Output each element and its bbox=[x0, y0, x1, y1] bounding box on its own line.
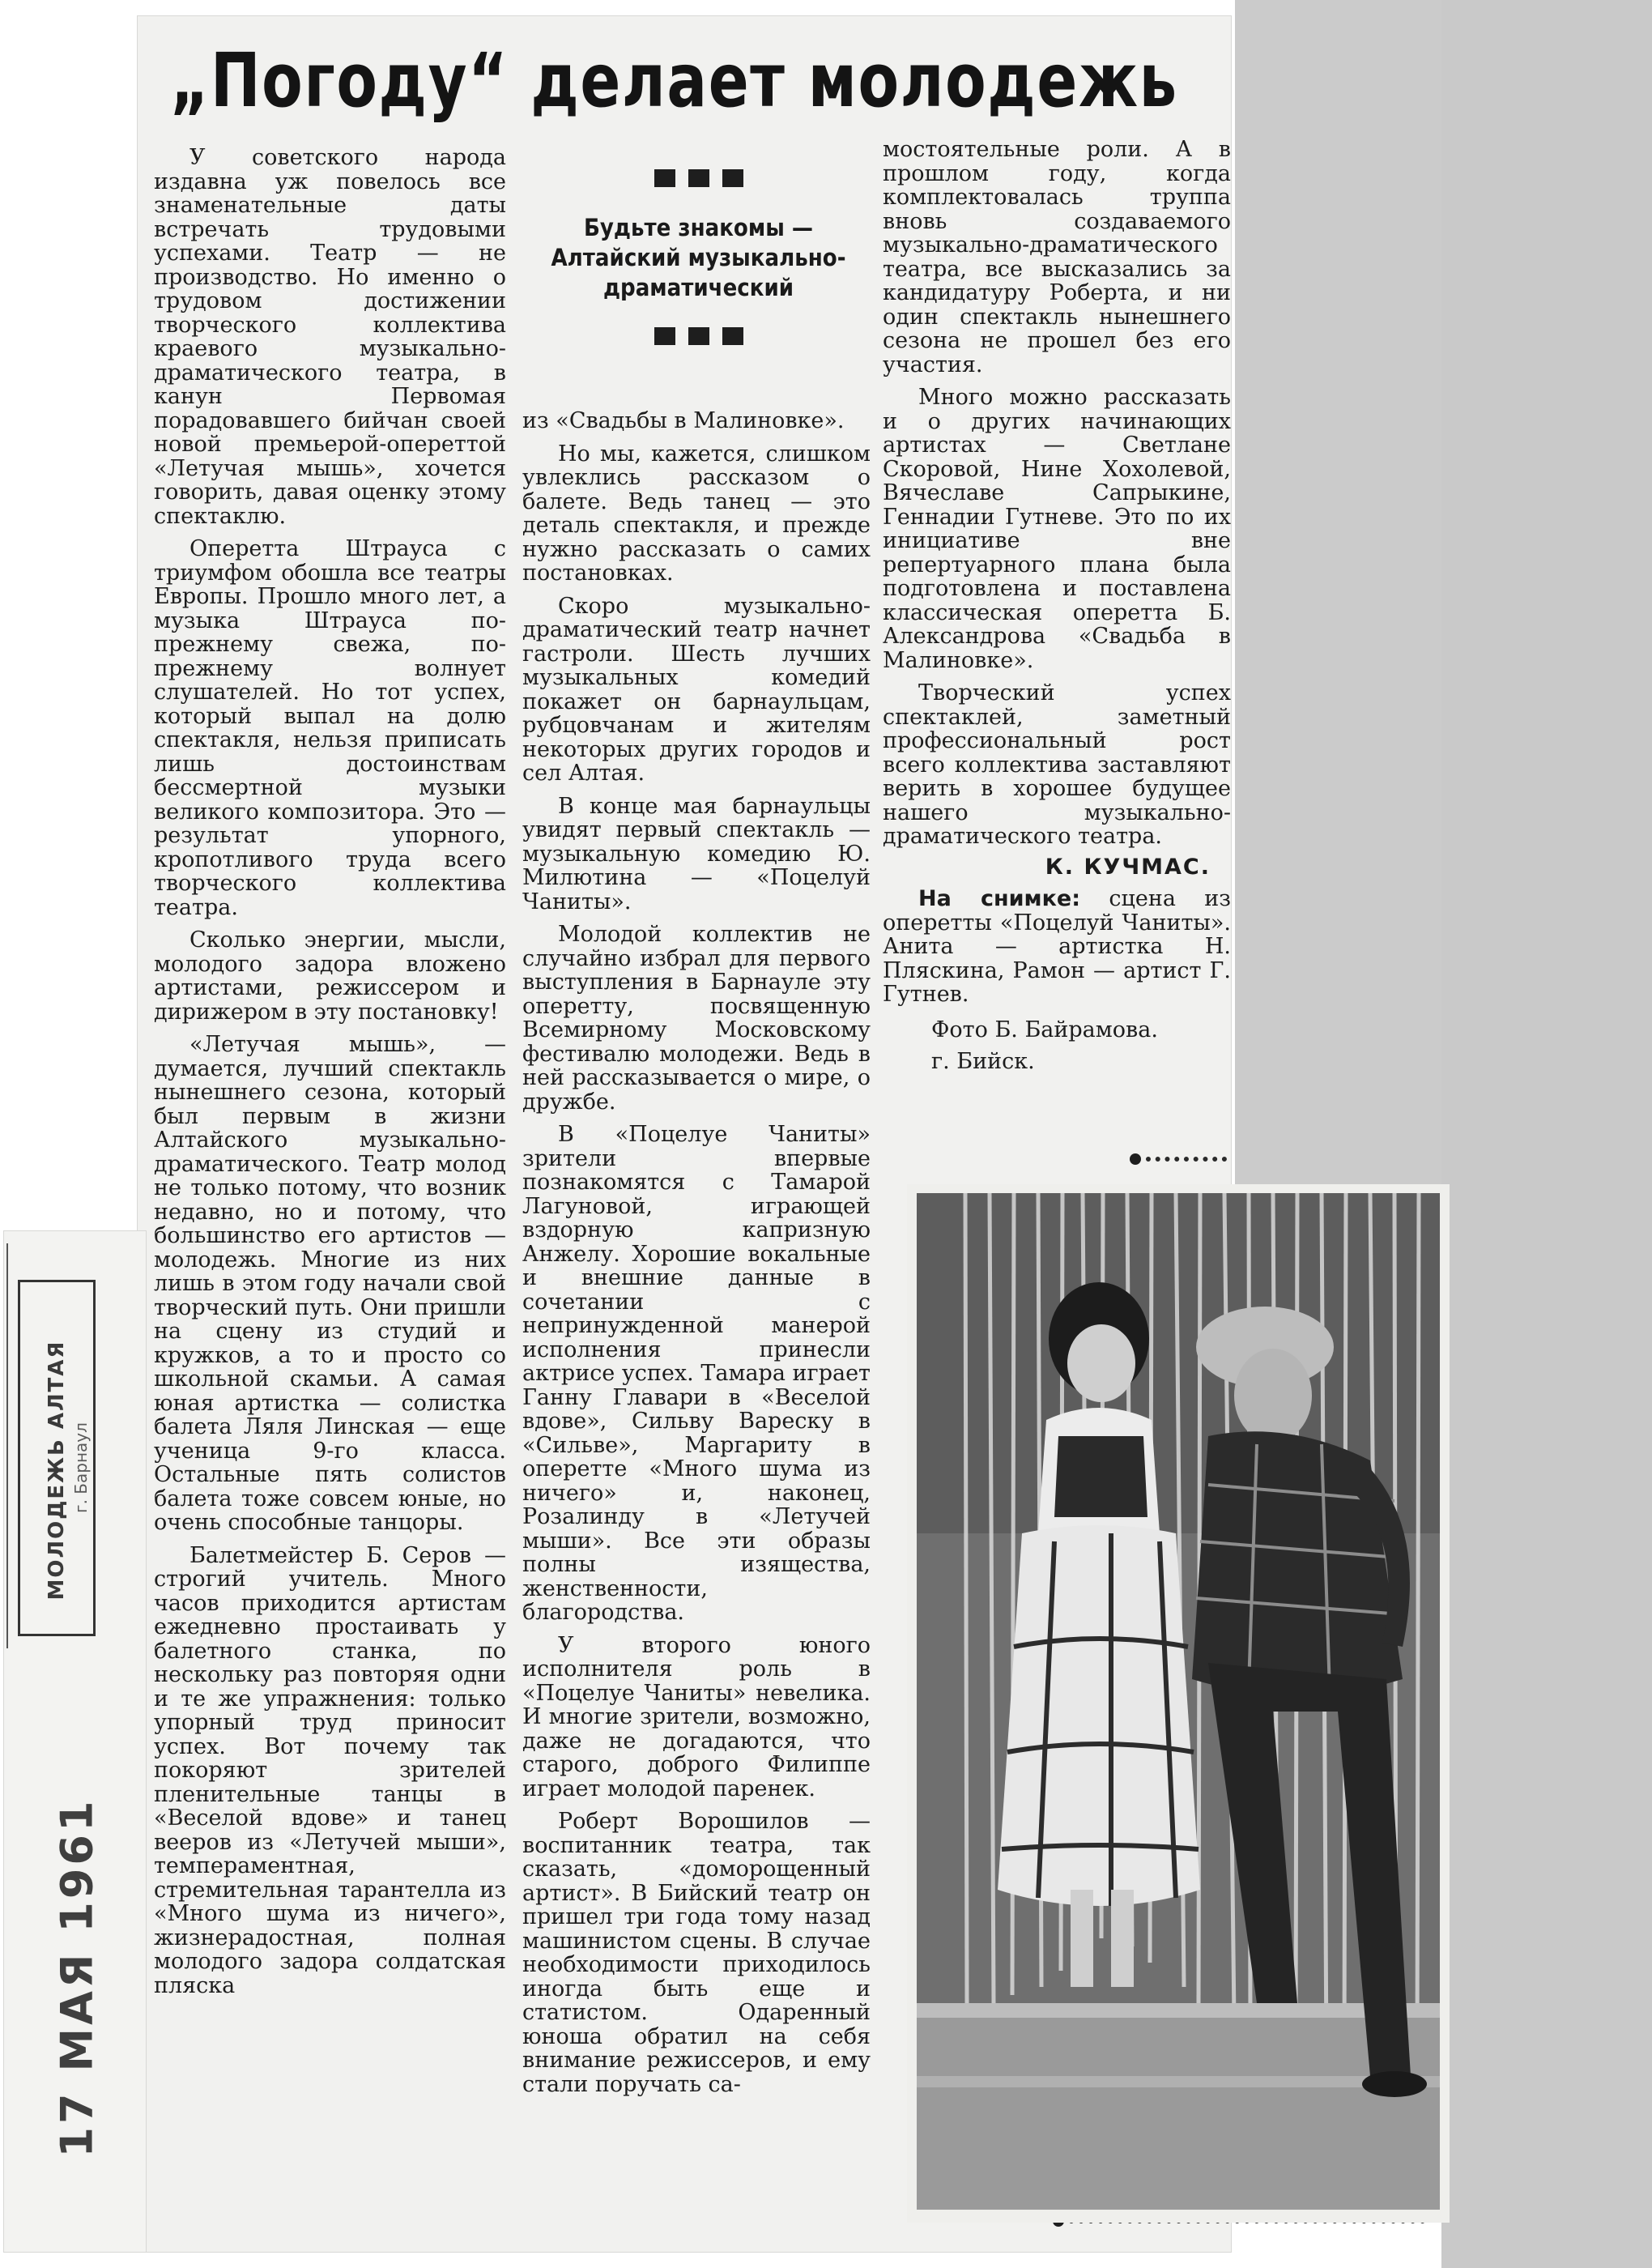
paragraph: Балетмейстер Б. Серов — строгий учитель. Много часов приходится артистам ежедневно простаивать у балетного станка, по нескольку раз повторяя одни и те же упражнения: только упорный труд приносит успех. Вот почему так покоряют зрителей пленительные танцы в «Веселой вдове» и танец вееров из «Летучей мыши», темпераментная, стремительная тарантелла из «Много шума из ничего», жизнерадостная, полная молодого задора солдатская пляска bbox=[154, 1542, 506, 1998]
rule-dot bbox=[1130, 1153, 1141, 1165]
paragraph: Много можно рассказать и о других начинающих артистах — Светлане Скоровой, Нине Хохолевой, Вячеславе Сапрыкине, Геннадии Гутневе. Это по их инициативе вне репертуарного плана была подготовлена и поставлена классическая оперетта Б. Александрова «Свадьба в Малиновке». bbox=[883, 385, 1231, 673]
newspaper-name-stamp: МОЛОДЕЖЬ АЛТАЯ bbox=[45, 1340, 69, 1601]
article-column-3 bbox=[883, 138, 1231, 1074]
caption-text: сцена из оперетты «Поцелуй Чаниты». Анита — артистка Н. Пляскина, Рамон — артист Г. Гутнев. bbox=[883, 886, 1231, 1007]
ornament-squares-top bbox=[526, 166, 871, 190]
paragraph: В конце мая барнаульцы увидят первый спектакль — музыкальную комедию Ю. Милютина — «Поцелуй Чаниты». bbox=[522, 793, 871, 914]
dotted-rule bbox=[1146, 1157, 1227, 1166]
paragraph: Оперетта Штрауса с триумфом обошла все театры Европы. Прошло много лет, а музыка Штрауса по-прежнему свежа, по-прежнему волнует слушателей. Но тот успех, который выпал на долю спектакля, нельзя приписать лишь достоинствам бессмертной музыки великого композитора. Это — результат упорного, кропотливого труда всего творческого коллектива театра. bbox=[154, 536, 506, 920]
stage-photo bbox=[917, 1193, 1440, 2210]
stage-photo-image bbox=[917, 1193, 1440, 2210]
date-stamp: 17 МАЯ 1961 bbox=[51, 1797, 103, 2158]
clip-edge-line bbox=[6, 1243, 8, 1648]
newspaper-city-stamp: г. Барнаул bbox=[71, 1422, 91, 1513]
author-signature: К. КУЧМАС. bbox=[1045, 854, 1211, 880]
ornament-squares-bottom bbox=[526, 324, 871, 348]
rubric-title: Будьте знакомы — Алтайский музыкально-драматический bbox=[551, 214, 846, 301]
article-headline: „Погоду“ делает молодежь bbox=[170, 37, 1178, 124]
paragraph: Молодой коллектив не случайно избрал для первого выступления в Барнауле эту оперетту, посвященную Всемирному Московскому фестивалю молодежи. Ведь в ней рассказывается о мире, о дружбе. bbox=[522, 922, 871, 1115]
paragraph: «Летучая мышь», — думается, лучший спектакль нынешнего сезона, который был первым в жизни Алтайского музыкально-драматического. Театр молод не только потому, что возник недавно, но и потому, что большинство его артистов — молодежь. Многие из них лишь в этом году начали свой творческий путь. Они пришли на сцену из студий и кружков, а то и просто со школьной скамьи. А самая юная артистка — солистка балета Ляля Линская — еще ученица 9-го класса. Остальные пять солистов балета тоже совсем юные, но очень способные танцоры. bbox=[154, 1032, 506, 1535]
paragraph: У советского народа издавна уж повелось все знаменательные даты встречать трудовыми успехами. Театр — не производство. Но именно о трудовом достижении творческого коллектива краевого музыкально-драматического театра, в канун Первомая порадовавшего бийчан своей новой премьерой-опереттой «Летучая мышь», хочется говорить, давая оценку этому спектаклю. bbox=[154, 145, 506, 529]
background-field-lower bbox=[1441, 0, 1652, 2268]
paragraph: Роберт Ворошилов — воспитанник театра, так сказать, «доморощенный артист». В Бийский театр он пришел три года тому назад машинистом сцены. В случае необходимости приходилось иногда быть еще и статистом. Одаренный юноша обратил на себя внимание режиссеров, и ему стали поручать са- bbox=[522, 1809, 871, 2097]
paragraph: В «Поцелуе Чаниты» зрители впервые познакомятся с Тамарой Лагуновой, играющей вздорную капризную Анжелу. Хорошие вокальные и внешние данные в сочетании с непринужденной манерой исполнения принесли актрисе успех. Тамара играет Ганну Главари в «Веселой вдове», Сильву Вареску в «Сильве», Маргариту в оперетте «Много шума из ничего» и, наконец, Розалинду в «Летучей мыши». Все эти образы полны изящества, женственности, благородства. bbox=[522, 1122, 871, 1625]
caption-lead: На снимке: bbox=[918, 886, 1081, 911]
paragraph: из «Свадьбы в Малиновке». bbox=[522, 408, 845, 433]
paragraph: У второго юного исполнителя роль в «Поцелуе Чаниты» невелика. И многие зрители, возможно, даже не догадаются, что старого, доброго Филиппе играет молодой паренек. bbox=[522, 1632, 871, 1801]
dateline-place: г. Бийск. bbox=[931, 1049, 1035, 1074]
paragraph: Творческий успех спектаклей, заметный профессиональный рост всего коллектива заставляют верить в хорошее будущее нашего музыкально-драматического театра. bbox=[883, 680, 1231, 849]
photo-credit: Фото Б. Байрамова. bbox=[931, 1017, 1158, 1042]
paragraph: Но мы, кажется, слишком увлеклись рассказом о балете. Ведь танец — это деталь спектакля, и прежде нужно рассказать о самих постановках. bbox=[522, 441, 871, 586]
article-column-1 bbox=[154, 146, 506, 1997]
photo-caption bbox=[883, 887, 1231, 1007]
article-column-2 bbox=[522, 409, 871, 2096]
paragraph: мостоятельные роли. А в прошлом году, когда комплектовалась труппа вновь создаваемого музыкально-драматического театра, все высказались за кандидатуру Роберта, и ни один спектакль нынешнего сезона не прошел без его участия. bbox=[883, 137, 1231, 377]
paragraph: Скоро музыкально-драматический театр начнет гастроли. Шесть лучших музыкальных комедий покажет он барнаульцам, рубцовчанам и жителям некоторых других городов и сел Алтая. bbox=[522, 593, 871, 786]
paragraph: Сколько энергии, мысли, молодого задора вложено артистами, режиссером и дирижером в эту постановку! bbox=[154, 927, 506, 1025]
rubric-block bbox=[526, 166, 871, 389]
